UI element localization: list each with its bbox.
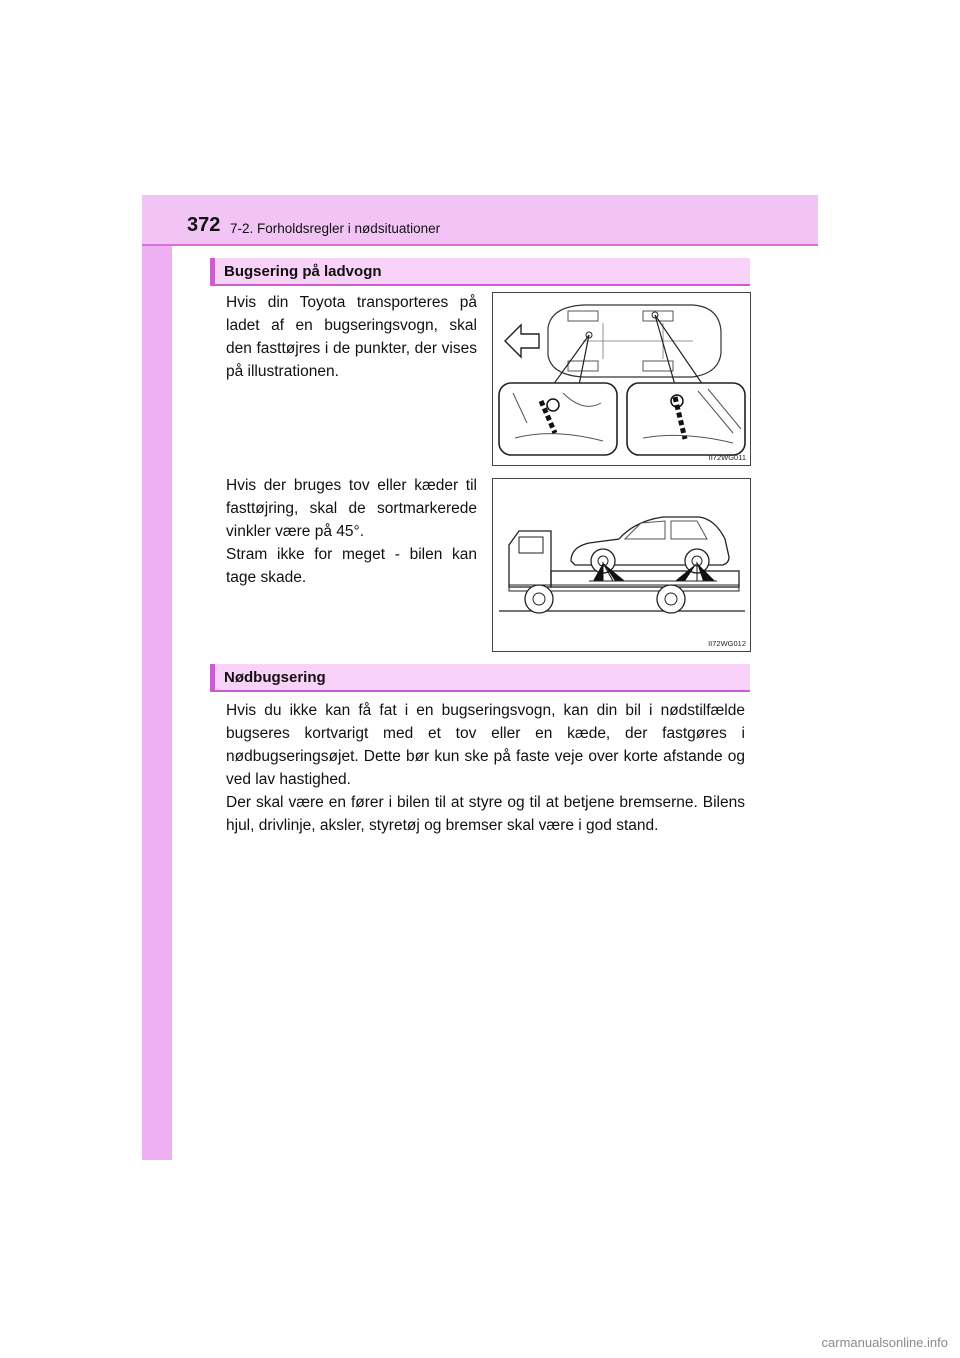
section-heading-nodbugsering <box>210 664 750 692</box>
page-header <box>142 195 818 245</box>
paragraph-chain-angle: Hvis der bruges tov eller kæder til fasttøjring, skal de sortmarkerede vinkler være på 45°. <box>226 477 477 540</box>
watermark: carmanualsonline.info <box>821 1335 948 1350</box>
section-title: Bugsering på ladvogn <box>224 263 382 280</box>
header-divider <box>142 244 818 246</box>
side-strip <box>142 195 172 1160</box>
tiedown-points-illustration <box>492 292 751 466</box>
paragraph-tiedown-points: Hvis din Toyota transporteres på ladet af en bugseringsvogn, skal den fasttøjres i de punkter, der vises på illustrationen. <box>226 294 477 380</box>
page-number: 372 <box>187 214 221 236</box>
tow-truck-illustration <box>492 478 751 652</box>
figure-id: II72WG011 <box>708 453 746 462</box>
paragraph-driver-requirements: Der skal være en fører i bilen til at styre og til at betjene bremserne. Bilens hjul, drivlinje, aksler, styretøj og bremser skal være i god stand. <box>226 794 745 834</box>
paragraph-emergency-towing: Hvis du ikke kan få fat i en bugseringsvogn, kan din bil i nødstilfælde bugseres kortvarigt med et tov eller en kæde, der fastgøres i nødbugseringsøjet. Dette bør kun ske på faste veje over korte afstande og ved lav hastighed. <box>226 702 745 788</box>
chapter-title: 7-2. Forholdsregler i nødsituationer <box>230 221 441 236</box>
section-title: Nødbugsering <box>224 669 326 686</box>
paragraph-tightening-warning: Stram ikke for meget - bilen kan tage skade. <box>226 546 477 586</box>
figure-id: II72WG012 <box>708 639 746 648</box>
section-heading-ladvogn <box>210 258 750 286</box>
